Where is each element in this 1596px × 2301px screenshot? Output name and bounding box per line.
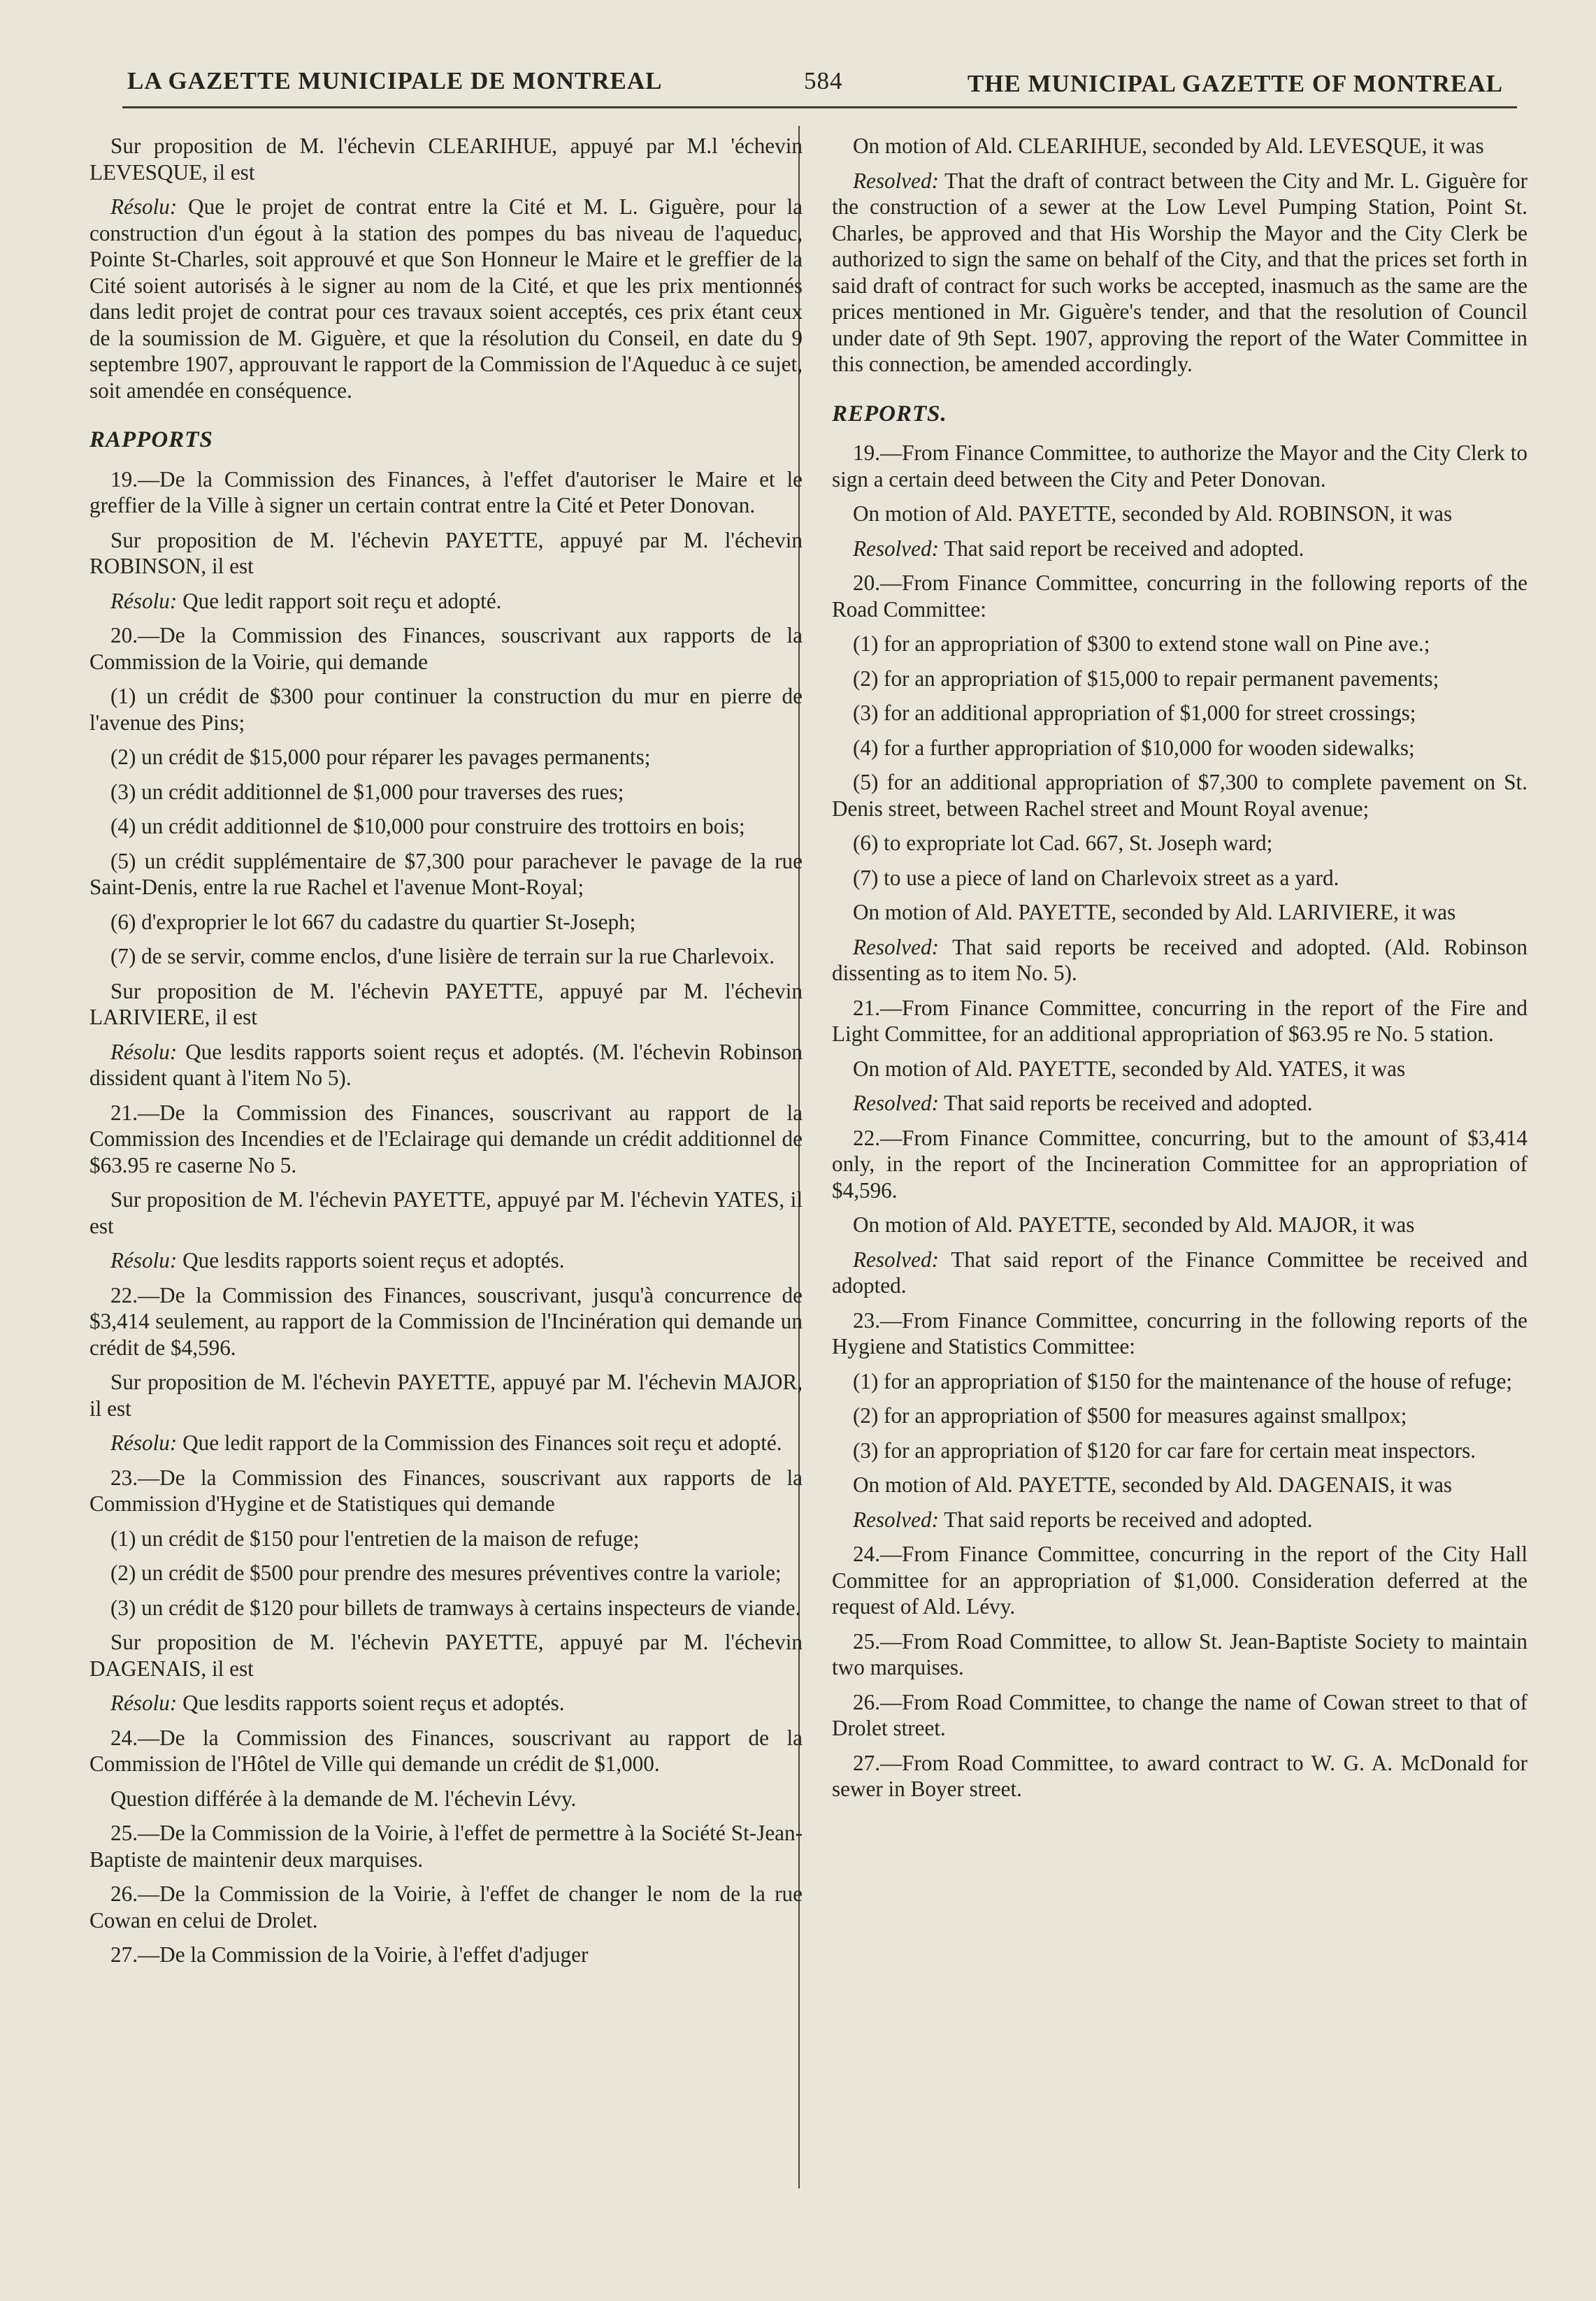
resolution-paragraph	[832, 1247, 1527, 1299]
report-paragraph	[89, 1629, 803, 1682]
resolved-label: Resolved:	[853, 934, 939, 959]
paragraph-text: (1) un crédit de $300 pour continuer la construction du mur en pierre de l'avenue des Pins;	[89, 684, 803, 735]
paragraph-text: (1) un crédit de $150 pour l'entretien de la maison de refuge;	[110, 1526, 640, 1551]
paragraph-text: 24.—From Finance Committee, concurring in the report of the City Hall Committee for an appropriation of $1,000. Consideration deferred at the request of Ald. Lévy.	[832, 1542, 1527, 1619]
resolution-paragraph	[89, 588, 803, 615]
report-paragraph	[832, 501, 1527, 527]
report-paragraph	[89, 909, 803, 936]
report-paragraph	[832, 1689, 1527, 1742]
report-paragraph	[832, 1056, 1527, 1082]
resolution-paragraph	[89, 1430, 803, 1456]
paragraph-text: 23.—De la Commission des Finances, souscrivant aux rapports de la Commission d'Hygine et de Statistiques qui demande	[89, 1465, 803, 1516]
report-paragraph	[89, 1465, 803, 1517]
report-paragraph	[832, 1368, 1527, 1395]
report-paragraph	[89, 1595, 803, 1621]
report-paragraph	[832, 1212, 1527, 1238]
resolved-label: Résolu:	[110, 1691, 178, 1715]
report-paragraph	[89, 1100, 803, 1179]
report-paragraph	[89, 744, 803, 770]
paragraph-text: (4) un crédit additionnel de $10,000 pour construire des trottoirs en bois;	[110, 814, 745, 838]
paragraph-text: That said reports be received and adopted. (Ald. Robinson dissenting as to item No. 5).	[832, 934, 1527, 985]
paragraph-text: (2) for an appropriation of $500 for measures against smallpox;	[853, 1403, 1407, 1428]
paragraph-text: 26.—De la Commission de la Voirie, à l'effet de changer le nom de la rue Cowan en celui de Drolet.	[89, 1881, 803, 1933]
french-column	[89, 133, 803, 1977]
resolved-label: Résolu:	[110, 1248, 178, 1273]
paragraph-text: (2) un crédit de $15,000 pour réparer les pavages permanents;	[110, 745, 651, 769]
report-paragraph	[832, 899, 1527, 926]
resolution-paragraph	[832, 934, 1527, 987]
report-paragraph	[832, 666, 1527, 692]
resolved-label: Resolved:	[853, 1091, 939, 1115]
paragraph-text: 27.—De la Commission de la Voirie, à l'effet d'adjuger	[110, 1942, 589, 1967]
report-paragraph	[89, 1725, 803, 1777]
motion-intro: Sur proposition de M. l'échevin CLEARIHUE, appuyé par M.l 'échevin LEVESQUE, il est	[89, 134, 803, 185]
report-paragraph	[89, 978, 803, 1031]
paragraph-text: (3) un crédit additionnel de $1,000 pour traverses des rues;	[110, 779, 624, 804]
paragraph-text: On motion of Ald. PAYETTE, seconded by Ald. MAJOR, it was	[853, 1212, 1415, 1237]
page-header	[119, 67, 1510, 105]
report-paragraph	[89, 1560, 803, 1586]
paragraph-text: That said report be received and adopted.	[944, 536, 1304, 561]
report-paragraph	[89, 1187, 803, 1239]
paragraph-text: (6) d'exproprier le lot 667 du cadastre du quartier St-Joseph;	[110, 909, 636, 934]
resolved-label: Resolved:	[853, 168, 939, 193]
resolved-label: Résolu:	[110, 1039, 178, 1064]
report-paragraph	[89, 813, 803, 840]
report-paragraph	[832, 769, 1527, 822]
paragraph-text: (1) for an appropriation of $150 for the maintenance of the house of refuge;	[853, 1368, 1513, 1393]
paragraph-text: Que lesdits rapports soient reçus et adoptés.	[182, 1248, 565, 1273]
report-paragraph	[832, 1628, 1527, 1681]
header-title-english: THE MUNICIPAL GAZETTE OF MONTREAL	[967, 70, 1503, 97]
paragraph-text: (3) for an appropriation of $120 for car fare for certain meat inspectors.	[853, 1438, 1476, 1463]
report-paragraph	[832, 1438, 1527, 1464]
paragraph-text: (3) un crédit de $120 pour billets de tramways à certains inspecteurs de viande.	[110, 1595, 801, 1620]
paragraph-text: (7) de se servir, comme enclos, d'une lisière de terrain sur la rue Charlevoix.	[110, 944, 775, 968]
report-paragraph	[89, 1881, 803, 1933]
paragraph-text: 19.—From Finance Committee, to authorize the Mayor and the City Clerk to sign a certain deed between the City and Peter Donovan.	[832, 440, 1527, 492]
resolution-paragraph	[89, 1039, 803, 1091]
resolved-label: Resolved:	[853, 1507, 939, 1532]
paragraph-text: Que ledit rapport soit reçu et adopté.	[182, 588, 502, 613]
paragraph-text: (3) for an additional appropriation of $1,000 for street crossings;	[853, 701, 1416, 725]
paragraph-text: 21.—De la Commission des Finances, souscrivant au rapport de la Commission des Incendies et de l'Eclairage qui demande un crédit additionnel de $63.95 re caserne No 5.	[89, 1100, 803, 1177]
paragraph-text: That said reports be received and adopted.	[944, 1507, 1313, 1532]
paragraph-text: (2) for an appropriation of $15,000 to repair permanent pavements;	[853, 666, 1439, 691]
paragraph-text: 20.—From Finance Committee, concurring in the following reports of the Road Committee:	[832, 571, 1527, 622]
resolution-text: That the draft of contract between the City and Mr. L. Giguère for the construction of a sewer at the Low Level Pumping Station, Point St. Charles, be approved and that His Worship the Mayor and the City Clerk be authorized to sign the same on behalf of the City, and that the prices set forth in said draft of contract for such works be accepted, inasmuch as the same are the prices mentioned in Mr. Giguère's tender, and that the resolution of Council under date of 9th Sept. 1907, approving the report of the Water Committee in this connection, be amended accordingly.	[832, 168, 1527, 376]
section-title: REPORTS.	[832, 401, 947, 426]
report-paragraph	[832, 1472, 1527, 1498]
resolution-paragraph	[832, 1090, 1527, 1117]
paragraph-text: Sur proposition de M. l'échevin PAYETTE, appuyé par M. l'échevin DAGENAIS, il est	[89, 1630, 803, 1681]
header-title-french: LA GAZETTE MUNICIPALE DE MONTREAL	[127, 67, 663, 94]
paragraph-text: 27.—From Road Committee, to award contract to W. G. A. McDonald for sewer in Boyer street.	[832, 1750, 1527, 1801]
paragraph-text: 26.—From Road Committee, to change the name of Cowan street to that of Drolet street.	[832, 1689, 1527, 1740]
paragraph-text: (6) to expropriate lot Cad. 667, St. Joseph ward;	[853, 831, 1273, 855]
report-paragraph	[89, 683, 803, 736]
paragraph-text: 23.—From Finance Committee, concurring in the following reports of the Hygiene and Statistics Committee:	[832, 1307, 1527, 1359]
paragraph-text: 25.—De la Commission de la Voirie, à l'effet de permettre à la Société St-Jean-Baptiste de maintenir deux marquises.	[89, 1821, 803, 1872]
paragraph-text: Sur proposition de M. l'échevin PAYETTE, appuyé par M. l'échevin YATES, il est	[89, 1187, 803, 1238]
report-paragraph	[832, 570, 1527, 622]
report-paragraph	[832, 1541, 1527, 1620]
report-paragraph	[832, 1125, 1527, 1204]
resolved-label: Résolu:	[110, 1431, 178, 1455]
paragraph-text: Sur proposition de M. l'échevin PAYETTE, appuyé par M. l'échevin ROBINSON, il est	[89, 527, 803, 578]
report-paragraph	[89, 943, 803, 970]
paragraph-text: (4) for a further appropriation of $10,000 for wooden sidewalks;	[853, 735, 1415, 760]
paragraph-text: 20.—De la Commission des Finances, souscrivant aux rapports de la Commission de la Voirie, qui demande	[89, 623, 803, 674]
report-paragraph	[89, 779, 803, 805]
report-paragraph	[832, 1307, 1527, 1360]
paragraph-text: On motion of Ald. PAYETTE, seconded by Ald. DAGENAIS, it was	[853, 1472, 1453, 1497]
header-rule	[122, 106, 1517, 108]
paragraph-text: 22.—From Finance Committee, concurring, but to the amount of $3,414 only, in the report of the Incineration Committee for an appropriation of $4,596.	[832, 1125, 1527, 1203]
paragraph-text: (1) for an appropriation of $300 to extend stone wall on Pine ave.;	[853, 631, 1430, 656]
paragraph-text: Que ledit rapport de la Commission des Finances soit reçu et adopté.	[182, 1431, 782, 1455]
page-number: 584	[804, 67, 843, 94]
report-paragraph	[89, 1942, 803, 1968]
motion-intro: On motion of Ald. CLEARIHUE, seconded by Ald. LEVESQUE, it was	[853, 134, 1484, 158]
report-paragraph	[832, 700, 1527, 726]
report-paragraph	[832, 865, 1527, 891]
paragraph-text: On motion of Ald. PAYETTE, seconded by Ald. ROBINSON, it was	[853, 501, 1453, 526]
report-paragraph	[832, 1403, 1527, 1429]
report-items	[89, 466, 803, 1968]
paragraph-text: 25.—From Road Committee, to allow St. Jean-Baptiste Society to maintain two marquises.	[832, 1628, 1527, 1679]
report-paragraph	[832, 1750, 1527, 1802]
report-items	[832, 440, 1527, 1802]
report-paragraph	[89, 1526, 803, 1552]
paragraph-text: Que lesdits rapports soient reçus et adoptés. (M. l'échevin Robinson dissident quant à l'item No 5).	[89, 1039, 803, 1090]
resolved-label: Resolved:	[853, 536, 939, 561]
resolution-text: Que le projet de contrat entre la Cité et M. L. Giguère, pour la construction d'un égout à la station des pompes du bas niveau de l'aqueduc, Pointe St-Charles, soit approuvé et que Son Honneur le Maire et le greffier de la Cité soient autorisés à le signer au nom de la Cité, et que les prix mentionnés dans ledit projet de contrat pour ces travaux soient acceptés, ces prix étant ceux de la soumission de M. Giguère, et que la résolution du Conseil, en date du 9 septembre 1907, approuvant le rapport de la Commission de l'Aqueduc à ce sujet, soit amendée en conséquence.	[89, 194, 803, 403]
paragraph-text: Question différée à la demande de M. l'échevin Lévy.	[110, 1786, 577, 1811]
report-paragraph	[832, 995, 1527, 1047]
report-paragraph	[89, 848, 803, 901]
paragraph-text: 22.—De la Commission des Finances, souscrivant, jusqu'à concurrence de $3,414 seulement, au rapport de la Commission de l'Incinération qui demande un crédit de $4,596.	[89, 1282, 803, 1360]
report-paragraph	[89, 466, 803, 519]
report-paragraph	[89, 1786, 803, 1812]
resolution-paragraph	[89, 1690, 803, 1716]
resolved-label: Resolved:	[853, 1247, 939, 1272]
section-title: RAPPORTS	[89, 427, 213, 452]
resolution-paragraph	[89, 194, 803, 403]
resolution-paragraph	[832, 1507, 1527, 1533]
paragraph-text: Sur proposition de M. l'échevin PAYETTE, appuyé par M. l'échevin LARIVIERE, il est	[89, 978, 803, 1029]
resolved-label: Résolu:	[110, 194, 178, 219]
report-paragraph	[832, 631, 1527, 657]
paragraph-text: (5) for an additional appropriation of $7,300 to complete pavement on St. Denis street, between Rachel street and Mount Royal avenue;	[832, 770, 1527, 821]
paragraph-text: (7) to use a piece of land on Charlevoix street as a yard.	[853, 865, 1339, 890]
paragraph-text: That said report of the Finance Committee be received and adopted.	[832, 1247, 1527, 1298]
resolved-label: Résolu:	[110, 588, 178, 613]
paragraph-text: That said reports be received and adopted.	[944, 1091, 1313, 1115]
english-column	[832, 133, 1527, 1811]
report-paragraph	[832, 830, 1527, 856]
report-paragraph	[89, 1369, 803, 1421]
resolution-paragraph	[89, 1247, 803, 1274]
paragraph-text: (5) un crédit supplémentaire de $7,300 pour parachever le pavage de la rue Saint-Denis, entre la rue Rachel et l'avenue Mont-Royal;	[89, 848, 803, 899]
report-paragraph	[832, 735, 1527, 761]
paragraph-text: Sur proposition de M. l'échevin PAYETTE, appuyé par M. l'échevin MAJOR, il est	[89, 1370, 803, 1421]
report-paragraph	[832, 440, 1527, 492]
report-paragraph	[89, 622, 803, 675]
report-paragraph	[89, 1282, 803, 1361]
paragraph-text: 19.—De la Commission des Finances, à l'effet d'autoriser le Maire et le greffier de la Ville à signer un certain contrat entre la Cité et Peter Donovan.	[89, 466, 803, 517]
paragraph-text: On motion of Ald. PAYETTE, seconded by Ald. LARIVIERE, it was	[853, 900, 1456, 924]
paragraph-text: 21.—From Finance Committee, concurring in the report of the Fire and Light Committee, for an additional appropriation of $63.95 re No. 5 station.	[832, 995, 1527, 1046]
paragraph-text: On motion of Ald. PAYETTE, seconded by Ald. YATES, it was	[853, 1056, 1406, 1081]
paragraph-text: (2) un crédit de $500 pour prendre des mesures préventives contre la variole;	[110, 1561, 782, 1585]
paragraph-text: 24.—De la Commission des Finances, souscrivant au rapport de la Commission de l'Hôtel de Ville qui demande un crédit de $1,000.	[89, 1725, 803, 1776]
report-paragraph	[89, 527, 803, 580]
report-paragraph	[89, 1820, 803, 1872]
resolution-paragraph	[832, 536, 1527, 562]
resolution-paragraph	[832, 168, 1527, 378]
paragraph-text: Que lesdits rapports soient reçus et adoptés.	[182, 1691, 565, 1715]
